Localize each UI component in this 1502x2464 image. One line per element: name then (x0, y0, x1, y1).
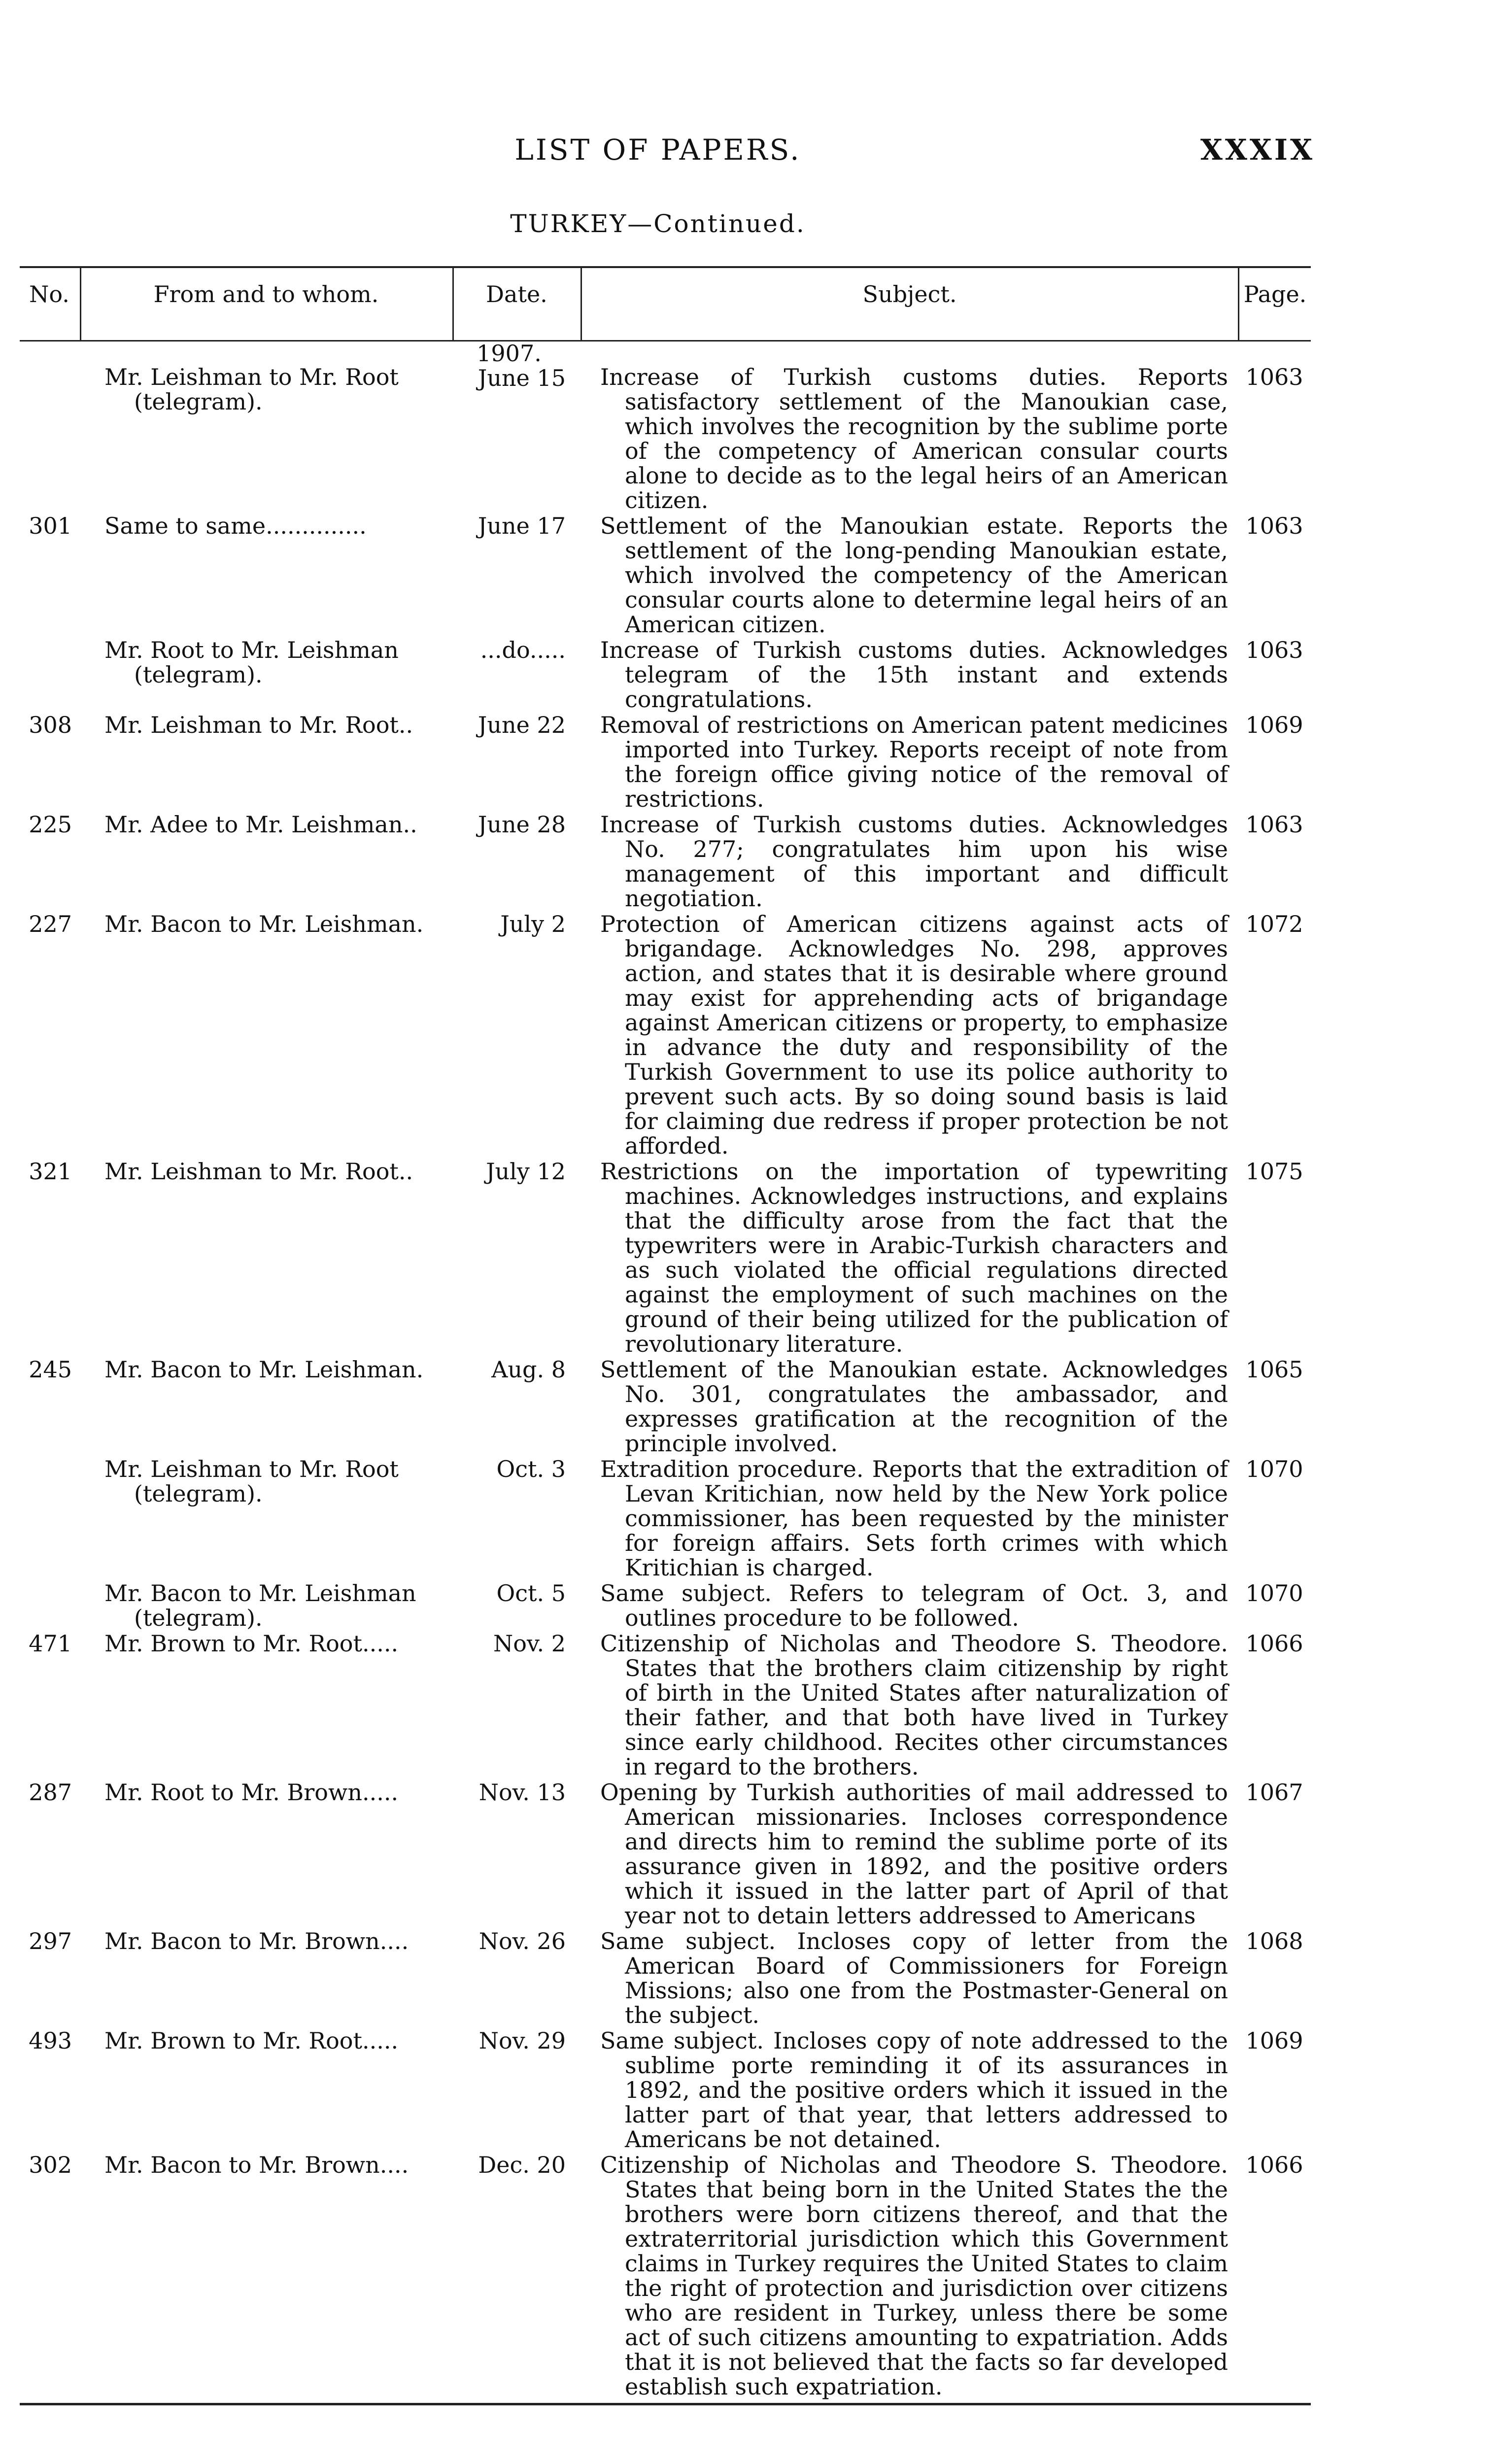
paper-page: 1069 (1245, 712, 1303, 738)
papers-table (20, 340, 1311, 2400)
paper-date: June 22 (478, 712, 566, 738)
paper-number: 225 (29, 811, 72, 838)
table-top-rule (20, 266, 1311, 268)
from-and-to: Mr. Bacon to Mr. Brown.... (104, 1928, 409, 1954)
paper-date: Aug. 8 (491, 1356, 566, 1383)
paper-date: Nov. 29 (478, 2027, 566, 2054)
paper-number: 471 (29, 1630, 72, 1657)
subject-cell (580, 713, 1238, 812)
page-number-roman: XXXIX (1200, 133, 1315, 167)
paper-subject: Restrictions on the importation of typewriting machines. Acknowledges instructions, and explains that the difficulty arose from the fact that the typewriters were in Arabic-Turkish characters and as such violated the official regulations directed against the employment of such machines on the ground of their being utilized for the publication of revolutionary literature. (600, 1158, 1228, 1357)
date-cell (452, 1780, 580, 1929)
date-cell (452, 713, 580, 812)
table-bottom-rule (20, 2403, 1311, 2405)
paper-date: June 28 (478, 811, 566, 838)
paper-page: 1066 (1245, 2152, 1303, 2178)
paper-page: 1063 (1245, 811, 1303, 838)
paper-number (20, 1581, 80, 1631)
table-row (20, 2028, 1311, 2153)
paper-subject: Same subject. Refers to telegram of Oct. 3, and outlines procedure to be followed. (600, 1580, 1228, 1631)
paper-number (20, 365, 80, 513)
from-and-to-cell (80, 1631, 452, 1780)
from-and-to: Mr. Leishman to Mr. Root (104, 364, 399, 390)
from-and-to: Mr. Brown to Mr. Root..... (104, 2027, 399, 2054)
paper-date: Dec. 20 (478, 2152, 566, 2178)
from-and-to: Mr. Root to Mr. Leishman (104, 637, 399, 663)
date-cell (452, 513, 580, 638)
paper-number: 245 (29, 1356, 72, 1383)
date-cell (452, 340, 580, 513)
paper-number: 493 (29, 2027, 72, 2054)
table-row (20, 2153, 1311, 2400)
from-and-to-cell (80, 1357, 452, 1457)
page-title: LIST OF PAPERS. (514, 133, 801, 167)
from-and-to-note: (telegram). (134, 1480, 263, 1507)
paper-page: 1063 (1245, 637, 1303, 663)
date-cell (452, 1929, 580, 2028)
table-row (20, 365, 1311, 513)
paper-page: 1070 (1245, 1456, 1303, 1482)
subject-cell (580, 638, 1238, 713)
table-row (20, 513, 1311, 638)
from-and-to-cell (80, 2153, 452, 2400)
paper-subject: Protection of American citizens against acts of brigandage. Acknowledges No. 298, approves action, and states that it is desirable where ground may exist for apprehending acts of brigandage against American citizens or property, to emphasize in advance the duty and responsibility of the Turkish Government to use its police authority to prevent such acts. By so doing sound basis is laid for claiming due redress if proper protection be not afforded. (600, 911, 1228, 1159)
paper-subject: Increase of Turkish customs duties. Acknowledges telegram of the 15th instant and extends congratulations. (600, 637, 1228, 713)
paper-page: 1063 (1245, 364, 1303, 390)
paper-page: 1066 (1245, 1630, 1303, 1657)
column-header-subject: Subject. (862, 281, 957, 308)
paper-number (20, 638, 80, 713)
from-and-to-cell (80, 2028, 452, 2153)
paper-number (20, 1457, 80, 1581)
from-and-to-note: (telegram). (134, 388, 263, 415)
column-header-date: Date. (486, 281, 547, 308)
table-row (20, 1929, 1311, 2028)
date-cell (452, 638, 580, 713)
date-cell (452, 1581, 580, 1631)
date-cell (452, 1159, 580, 1357)
paper-number: 287 (29, 1779, 72, 1806)
date-cell (452, 1357, 580, 1457)
paper-subject: Settlement of the Manoukian estate. Reports the settlement of the long-pending Manoukian estate, which involved the competency of the American consular courts alone to determine legal heirs of an American citizen. (600, 513, 1228, 638)
paper-number: 308 (29, 712, 72, 738)
from-and-to-cell (80, 1457, 452, 1581)
from-and-to-note: (telegram). (134, 661, 263, 688)
paper-date: June 15 (478, 365, 566, 391)
column-header-from: From and to whom. (153, 281, 379, 308)
paper-page: 1068 (1245, 1928, 1303, 1954)
table-row (20, 1631, 1311, 1780)
subject-cell (580, 1581, 1238, 1631)
subject-cell (580, 912, 1238, 1159)
from-and-to-cell (80, 1780, 452, 1929)
subject-cell (580, 1780, 1238, 1929)
date-cell (452, 1457, 580, 1581)
paper-date: Oct. 5 (496, 1580, 566, 1607)
from-and-to-cell (80, 713, 452, 812)
paper-number: 297 (29, 1928, 72, 1954)
paper-date: July 12 (486, 1158, 566, 1185)
from-and-to: Mr. Bacon to Mr. Leishman (104, 1580, 416, 1607)
subject-cell (580, 1929, 1238, 2028)
paper-subject: Settlement of the Manoukian estate. Acknowledges No. 301, congratulates the ambassador, and expresses gratification at the recognition of the principle involved. (600, 1356, 1228, 1457)
from-and-to-cell (80, 1581, 452, 1631)
from-and-to-cell (80, 1159, 452, 1357)
paper-subject: Increase of Turkish customs duties. Reports satisfactory settlement of the Manoukian case, which involves the recognition by the sublime porte of the competency of American consular courts alone to decide as to the legal heirs of an American citizen. (600, 364, 1228, 513)
paper-number: 227 (29, 911, 72, 937)
subject-cell (580, 812, 1238, 912)
subject-cell (580, 1457, 1238, 1581)
table-row (20, 1780, 1311, 1929)
paper-subject: Increase of Turkish customs duties. Acknowledges No. 277; congratulates him upon his wise management of this important and difficult negotiation. (600, 811, 1228, 912)
from-and-to: Mr. Bacon to Mr. Leishman. (104, 911, 424, 937)
paper-page: 1075 (1245, 1158, 1303, 1185)
paper-subject: Same subject. Incloses copy of letter from the American Board of Commissioners for Foreign Missions; also one from the Postmaster-General on the subject. (600, 1928, 1228, 2028)
paper-page: 1065 (1245, 1356, 1303, 1383)
from-and-to: Mr. Leishman to Mr. Root.. (104, 1158, 413, 1185)
table-row (20, 1159, 1311, 1357)
paper-subject: Citizenship of Nicholas and Theodore S. Theodore. States that the brothers claim citizenship by right of birth in the United States after naturalization of their father, and that both have lived in Turkey since early childhood. Recites other circumstances in regard to the brothers. (600, 1630, 1228, 1780)
paper-date: Nov. 2 (493, 1630, 566, 1657)
paper-date: Oct. 3 (496, 1456, 566, 1482)
subject-cell (580, 2153, 1238, 2400)
paper-page: 1069 (1245, 2027, 1303, 2054)
paper-page: 1067 (1245, 1779, 1303, 1806)
paper-subject: Extradition procedure. Reports that the extradition of Levan Kritichian, now held by the New York police commissioner, has been requested by the minister for foreign affairs. Sets forth crimes with which Kritichian is charged. (600, 1456, 1228, 1581)
paper-number: 321 (29, 1158, 72, 1185)
paper-subject: Same subject. Incloses copy of note addressed to the sublime porte reminding it of its assurances in 1892, and the positive orders which it issued in the latter part of that year, that letters addressed to Americans be not detained. (600, 2027, 1228, 2153)
subject-cell (580, 513, 1238, 638)
paper-date: Nov. 26 (478, 1928, 566, 1954)
paper-subject: Removal of restrictions on American patent medicines imported into Turkey. Reports receipt of note from the foreign office giving notice of the removal of restrictions. (600, 712, 1228, 812)
from-and-to-cell (80, 912, 452, 1159)
papers-table-body (20, 340, 1311, 2400)
table-row (20, 638, 1311, 713)
year-label: 1907. (477, 340, 542, 367)
date-cell (452, 2028, 580, 2153)
from-and-to-cell (80, 1929, 452, 2028)
paper-page: 1063 (1245, 513, 1303, 539)
from-and-to-cell (80, 812, 452, 912)
subject-cell (580, 1631, 1238, 1780)
table-row (20, 1581, 1311, 1631)
from-and-to: Mr. Adee to Mr. Leishman.. (104, 811, 417, 838)
section-heading: TURKEY—Continued. (510, 209, 806, 238)
date-cell (452, 912, 580, 1159)
date-cell (452, 812, 580, 912)
from-and-to: Mr. Leishman to Mr. Root.. (104, 712, 413, 738)
header-bottom-rule (20, 340, 1311, 342)
paper-date: Nov. 13 (478, 1779, 566, 1806)
subject-cell (580, 1159, 1238, 1357)
from-and-to: Mr. Bacon to Mr. Leishman. (104, 1356, 424, 1383)
column-header-page: Page. (1243, 281, 1307, 308)
from-and-to: Same to same.............. (104, 513, 367, 539)
paper-page: 1072 (1245, 911, 1303, 937)
table-row (20, 713, 1311, 812)
from-and-to: Mr. Bacon to Mr. Brown.... (104, 2152, 409, 2178)
from-and-to-cell (80, 638, 452, 713)
paper-date: June 17 (478, 513, 566, 539)
paper-page: 1070 (1245, 1580, 1303, 1607)
subject-cell (580, 1357, 1238, 1457)
table-row (20, 812, 1311, 912)
paper-number: 301 (29, 513, 72, 539)
table-row (20, 1457, 1311, 1581)
paper-number: 302 (29, 2152, 72, 2178)
from-and-to-cell (80, 365, 452, 513)
paper-date: ...do..... (480, 637, 566, 663)
from-and-to-cell (80, 513, 452, 638)
from-and-to: Mr. Leishman to Mr. Root (104, 1456, 399, 1482)
date-cell (452, 2153, 580, 2400)
table-row (20, 1357, 1311, 1457)
subject-cell (580, 2028, 1238, 2153)
from-and-to: Mr. Brown to Mr. Root..... (104, 1630, 399, 1657)
date-cell (452, 1631, 580, 1780)
column-header-no: No. (29, 281, 69, 308)
table-row (20, 912, 1311, 1159)
from-and-to: Mr. Root to Mr. Brown..... (104, 1779, 399, 1806)
paper-subject: Opening by Turkish authorities of mail addressed to American missionaries. Incloses correspondence and directs him to remind the sublime porte of its assurance given in 1892, and the positive orders which it issued in the latter part of April of that year not to detain letters addressed to Americans (600, 1779, 1228, 1929)
paper-date: July 2 (500, 911, 566, 937)
from-and-to-note: (telegram). (134, 1605, 263, 1631)
subject-cell (580, 365, 1238, 513)
paper-subject: Citizenship of Nicholas and Theodore S. Theodore. States that being born in the United States the the brothers were born citizens thereof, and that the extraterritorial jurisdiction which this Government claims in Turkey requires the United States to claim the right of protection and jurisdiction over citizens who are resident in Turkey, unless there be some act of such citizens amounting to expatriation. Adds that it is not believed that the facts so far developed establish such expatriation. (600, 2152, 1228, 2400)
